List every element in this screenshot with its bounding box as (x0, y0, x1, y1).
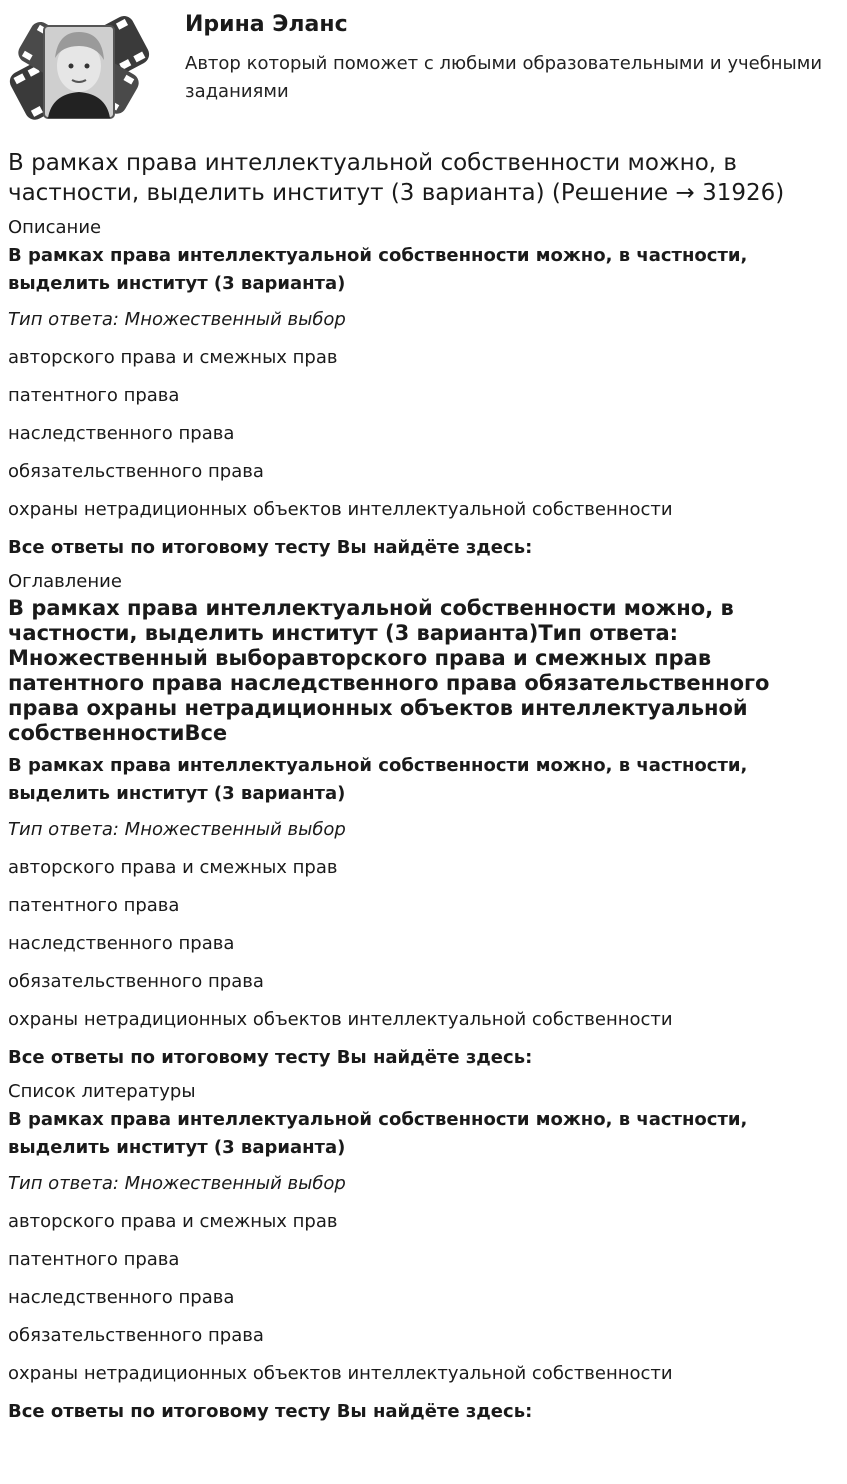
question-text: В рамках права интеллектуальной собственности можно, в частности, выделить институт (3 варианта) (8, 1109, 748, 1158)
answer-type: Тип ответа: Множественный выбор (8, 819, 346, 840)
answer-type: Тип ответа: Множественный выбор (8, 309, 346, 330)
toc-summary: В рамках права интеллектуальной собственности можно, в частности, выделить институт (3 варианта)Тип ответа: Множественный выборавторского права и смежных прав патентного права наследственного права обязательственного права охраны нетрадиционных объектов интеллектуальной собственностиВсе (8, 596, 770, 745)
answer-option: охраны нетрадиционных объектов интеллектуальной собственности (8, 1009, 673, 1030)
film-strip-avatar-icon (8, 8, 150, 126)
answer-option: авторского права и смежных прав (8, 347, 338, 368)
section-label-toc: Оглавление (8, 571, 122, 592)
description-section (8, 216, 838, 562)
section-label-literature: Список литературы (8, 1081, 196, 1102)
answer-option: авторского права и смежных прав (8, 1211, 338, 1232)
answers-link-text: Все ответы по итоговому тесту Вы найдёте здесь: (8, 1401, 533, 1422)
author-header (0, 0, 847, 140)
answer-option: патентного права (8, 1249, 180, 1270)
answer-option: патентного права (8, 895, 180, 916)
answer-option: обязательственного права (8, 1325, 264, 1346)
toc-section (8, 570, 838, 1072)
answer-option: охраны нетрадиционных объектов интеллектуальной собственности (8, 1363, 673, 1384)
author-name[interactable]: Ирина Эланс (185, 12, 348, 37)
answer-option: обязательственного права (8, 971, 264, 992)
main-content (8, 148, 838, 1434)
answer-option: наследственного права (8, 423, 235, 444)
page-title: В рамках права интеллектуальной собственности можно, в частности, выделить институт (3 варианта) (Решение → 31926) (8, 150, 785, 206)
literature-section (8, 1080, 838, 1426)
answer-option: наследственного права (8, 1287, 235, 1308)
answer-option: авторского права и смежных прав (8, 857, 338, 878)
question-text: В рамках права интеллектуальной собственности можно, в частности, выделить институт (3 варианта) (8, 755, 748, 804)
answer-option: патентного права (8, 385, 180, 406)
answers-link-text: Все ответы по итоговому тесту Вы найдёте здесь: (8, 537, 533, 558)
answer-option: наследственного права (8, 933, 235, 954)
section-label-description: Описание (8, 217, 102, 238)
answer-option: охраны нетрадиционных объектов интеллектуальной собственности (8, 499, 673, 520)
avatar[interactable] (8, 8, 150, 126)
answer-option: обязательственного права (8, 461, 264, 482)
question-text: В рамках права интеллектуальной собственности можно, в частности, выделить институт (3 варианта) (8, 245, 748, 294)
answers-link-text: Все ответы по итоговому тесту Вы найдёте здесь: (8, 1047, 533, 1068)
answer-type: Тип ответа: Множественный выбор (8, 1173, 346, 1194)
author-description: Автор который поможет с любыми образовательными и учебными заданиями (185, 53, 823, 102)
